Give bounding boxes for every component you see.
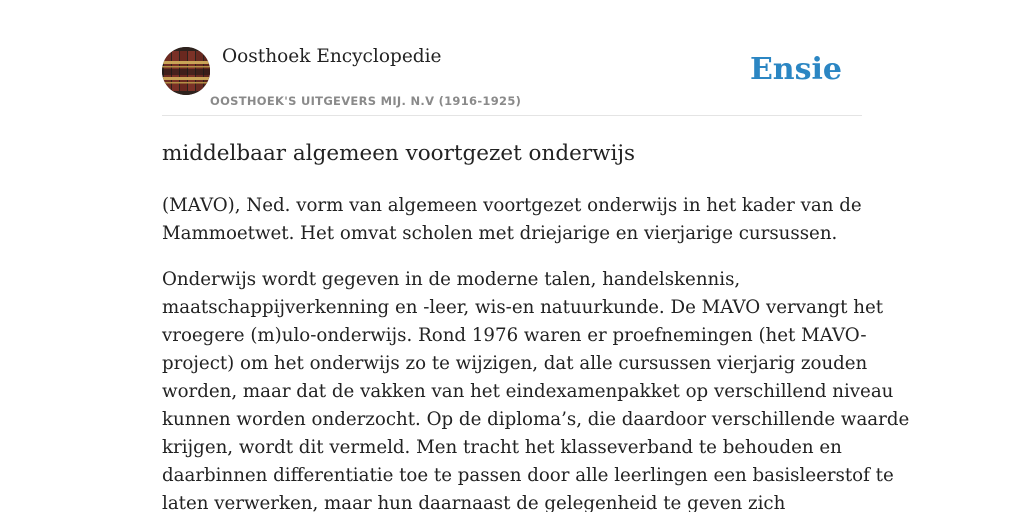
text-line: krijgen, wordt dit vermeld. Men tracht het klasseverband te behouden en: [162, 437, 842, 458]
publication-name[interactable]: Oosthoek Encyclopedie: [222, 46, 442, 67]
header: [162, 46, 862, 116]
publisher-label: OOSTHOEK'S UITGEVERS MIJ. N.V (1916-1925): [210, 94, 522, 108]
book-spines-icon: [162, 47, 210, 95]
text-line: vroegere (m)ulo-onderwijs. Rond 1976 waren er proefnemingen (het MAVO-: [162, 325, 867, 346]
text-line: laten verwerken, maar hun daarnaast de gelegenheid te geven zich: [162, 493, 786, 512]
text-line: (MAVO), Ned. vorm van algemeen voortgezet onderwijs in het kader van de: [162, 195, 862, 216]
article-title: middelbaar algemeen voortgezet onderwijs: [162, 141, 636, 166]
text-line: Mammoetwet. Het omvat scholen met driejarige en vierjarige cursussen.: [162, 223, 838, 244]
text-line: worden, maar dat de vakken van het eindexamenpakket op verschillend niveau: [162, 381, 894, 402]
paragraph: [162, 266, 910, 512]
text-line: project) om het onderwijs zo te wijzigen, dat alle cursussen vierjarig zouden: [162, 353, 868, 374]
text-line: Onderwijs wordt gegeven in de moderne talen, handelskennis,: [162, 269, 741, 290]
article-body: [162, 192, 910, 512]
publication-avatar[interactable]: [162, 47, 210, 95]
text-line: maatschappijverkenning en -leer, wis-en natuurkunde. De MAVO vervangt het: [162, 297, 884, 318]
paragraph: [162, 192, 862, 248]
text-line: kunnen worden onderzocht. Op de diploma’s, die daardoor verschillende waarde: [162, 409, 910, 430]
brand-logo[interactable]: Ensie: [749, 52, 842, 87]
text-line: daarbinnen differentiatie toe te passen door alle leerlingen een basisleerstof te: [162, 465, 894, 486]
